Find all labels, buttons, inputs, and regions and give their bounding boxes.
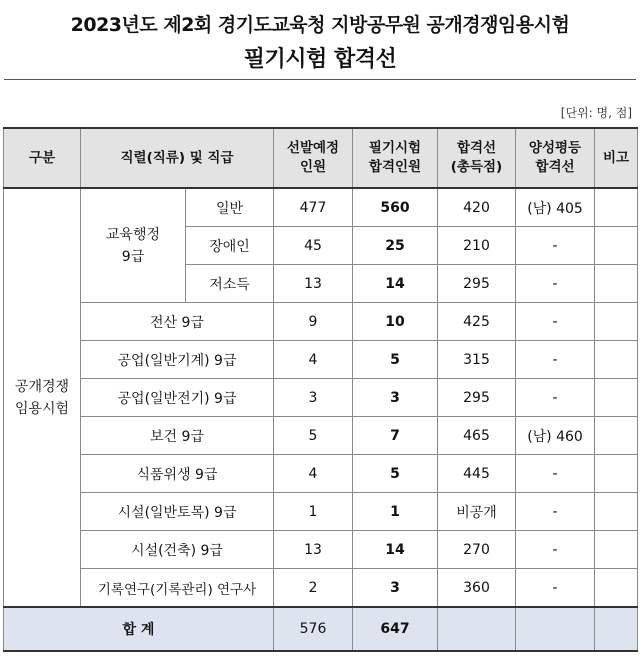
table-row xyxy=(4,303,638,341)
position-cell: 보건 9급 xyxy=(81,417,274,455)
planned-cell: 45 xyxy=(274,227,353,265)
note-cell xyxy=(595,227,638,265)
note-cell xyxy=(595,341,638,379)
equality-cell: - xyxy=(516,227,595,265)
cutoff-cell: 295 xyxy=(438,265,516,303)
passed-cell: 25 xyxy=(353,227,438,265)
equality-cell: (남) 460 xyxy=(516,417,595,455)
table-row xyxy=(4,455,638,493)
admin-group-cell: 교육행정 9급 xyxy=(81,188,186,303)
sub-position-cell: 일반 xyxy=(186,188,274,227)
header-equality-cutoff: 양성평등 합격선 xyxy=(516,128,595,188)
passed-cell: 1 xyxy=(353,493,438,531)
total-cutoff xyxy=(438,607,516,651)
cutoff-cell: 270 xyxy=(438,531,516,569)
note-cell xyxy=(595,455,638,493)
sub-position-cell: 저소득 xyxy=(186,265,274,303)
note-cell xyxy=(595,303,638,341)
category-cell: 공개경쟁 임용시험 xyxy=(4,188,81,607)
planned-cell: 3 xyxy=(274,379,353,417)
passed-cell: 7 xyxy=(353,417,438,455)
document-title xyxy=(0,0,640,82)
position-cell: 기록연구(기록관리) 연구사 xyxy=(81,569,274,608)
passed-cell: 5 xyxy=(353,341,438,379)
planned-cell: 13 xyxy=(274,531,353,569)
equality-cell: - xyxy=(516,569,595,608)
planned-cell: 13 xyxy=(274,265,353,303)
planned-cell: 2 xyxy=(274,569,353,608)
total-planned: 576 xyxy=(274,607,353,651)
table-row xyxy=(4,379,638,417)
cutoff-cell: 360 xyxy=(438,569,516,608)
planned-cell: 4 xyxy=(274,455,353,493)
cutoff-cell: 비공개 xyxy=(438,493,516,531)
position-cell: 공업(일반전기) 9급 xyxy=(81,379,274,417)
position-cell: 시설(일반토목) 9급 xyxy=(81,493,274,531)
title-line-1: 2023년도 제2회 경기도교육청 지방공무원 공개경쟁임용시험 xyxy=(70,14,570,36)
table-row xyxy=(4,417,638,455)
table-row xyxy=(4,531,638,569)
note-cell xyxy=(595,569,638,608)
equality-cell: - xyxy=(516,531,595,569)
equality-cell: - xyxy=(516,341,595,379)
total-row xyxy=(4,607,638,651)
equality-cell: (남) 405 xyxy=(516,188,595,227)
position-cell: 전산 9급 xyxy=(81,303,274,341)
planned-cell: 1 xyxy=(274,493,353,531)
total-equality xyxy=(516,607,595,651)
planned-cell: 5 xyxy=(274,417,353,455)
planned-cell: 477 xyxy=(274,188,353,227)
cutoff-cell: 210 xyxy=(438,227,516,265)
planned-cell: 4 xyxy=(274,341,353,379)
planned-cell: 9 xyxy=(274,303,353,341)
passed-cell: 5 xyxy=(353,455,438,493)
title-line-2: 필기시험 합격선 xyxy=(243,47,397,72)
table-row xyxy=(4,569,638,608)
cutoff-cell: 420 xyxy=(438,188,516,227)
passed-cell: 14 xyxy=(353,531,438,569)
position-cell: 식품위생 9급 xyxy=(81,455,274,493)
header-planned: 선발예정 인원 xyxy=(274,128,353,188)
note-cell xyxy=(595,493,638,531)
passed-cell: 10 xyxy=(353,303,438,341)
equality-cell: - xyxy=(516,303,595,341)
cutoff-cell: 315 xyxy=(438,341,516,379)
note-cell xyxy=(595,531,638,569)
table-row xyxy=(4,188,638,227)
total-note xyxy=(595,607,638,651)
sub-position-cell: 장애인 xyxy=(186,227,274,265)
header-passed: 필기시험 합격인원 xyxy=(353,128,438,188)
table-row xyxy=(4,493,638,531)
position-cell: 공업(일반기계) 9급 xyxy=(81,341,274,379)
cutoff-cell: 465 xyxy=(438,417,516,455)
total-passed: 647 xyxy=(353,607,438,651)
header-position: 직렬(직류) 및 직급 xyxy=(81,128,274,188)
header-note: 비고 xyxy=(595,128,638,188)
note-cell xyxy=(595,379,638,417)
cutoff-cell: 425 xyxy=(438,303,516,341)
equality-cell: - xyxy=(516,455,595,493)
cutoff-table xyxy=(3,127,638,652)
note-cell xyxy=(595,417,638,455)
unit-note: [단위: 명, 점] xyxy=(560,106,632,120)
equality-cell: - xyxy=(516,265,595,303)
position-cell: 시설(건축) 9급 xyxy=(81,531,274,569)
passed-cell: 14 xyxy=(353,265,438,303)
equality-cell: - xyxy=(516,379,595,417)
equality-cell: - xyxy=(516,493,595,531)
cutoff-cell: 295 xyxy=(438,379,516,417)
note-cell xyxy=(595,265,638,303)
passed-cell: 560 xyxy=(353,188,438,227)
total-label: 합 계 xyxy=(4,607,274,651)
passed-cell: 3 xyxy=(353,569,438,608)
title-divider xyxy=(4,79,636,80)
table-header-row xyxy=(4,128,638,188)
passed-cell: 3 xyxy=(353,379,438,417)
header-category: 구분 xyxy=(4,128,81,188)
header-cutoff: 합격선 (총득점) xyxy=(438,128,516,188)
note-cell xyxy=(595,188,638,227)
cutoff-cell: 445 xyxy=(438,455,516,493)
table-row xyxy=(4,341,638,379)
